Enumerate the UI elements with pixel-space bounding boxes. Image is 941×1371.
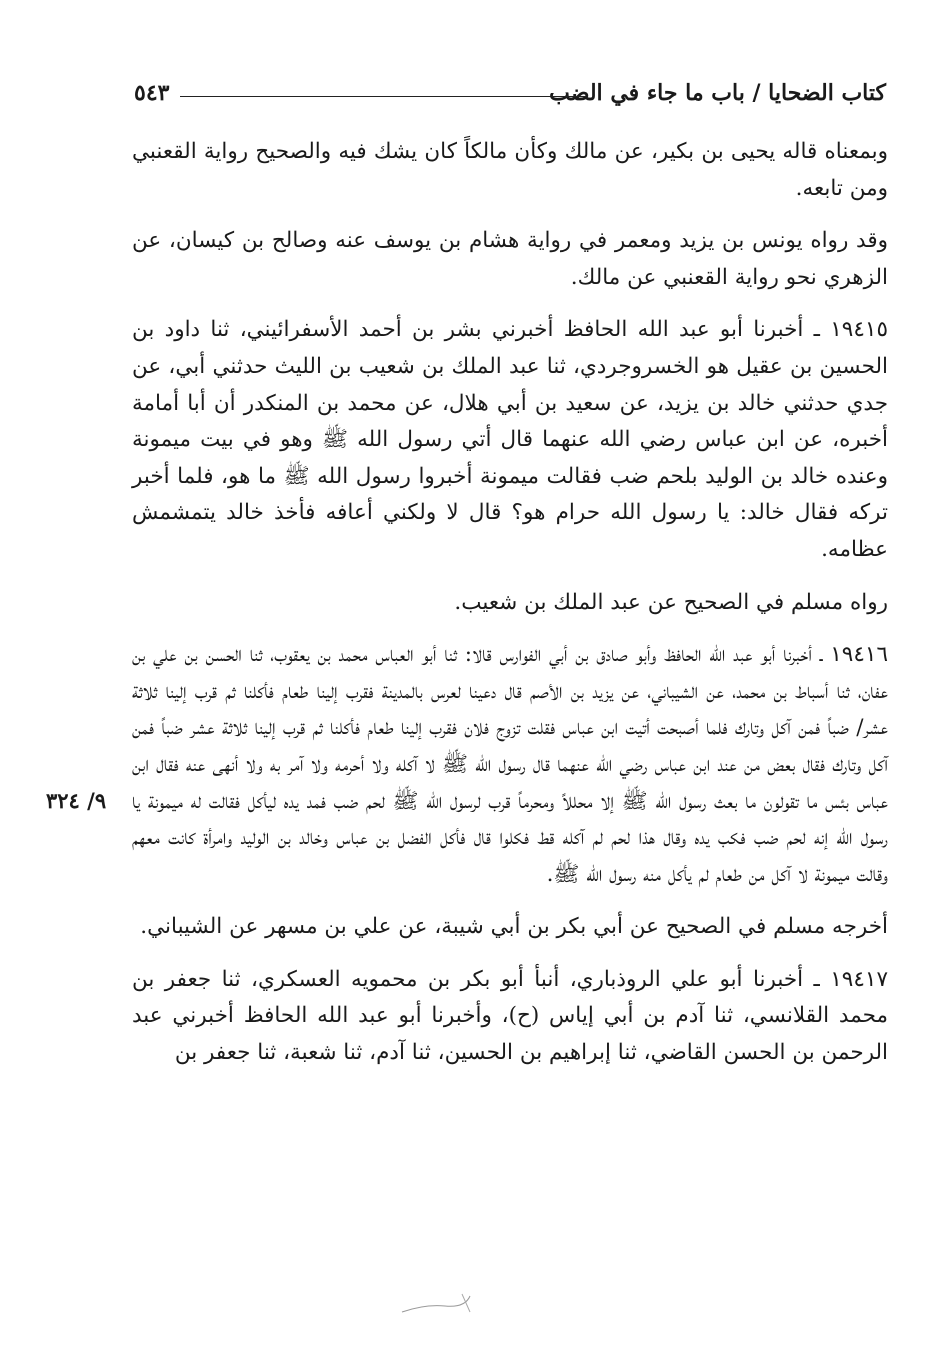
paragraph-2: وقد رواه يونس بن يزيد ومعمر في رواية هشام بن يوسف عنه وصالح بن كيسان، عن الزهري نحو رواية القعنبي عن مالك.	[132, 228, 888, 290]
chapter-title: كتاب الضحايا / باب ما جاء في الضب	[549, 80, 886, 106]
header-rule	[180, 96, 586, 97]
page-body	[132, 134, 888, 1088]
paragraph-1: وبمعناه قاله يحيى بن بكير، عن مالك وكأن مالكاً كان يشك فيه والصحيح رواية القعنبي ومن تابعه.	[132, 139, 888, 201]
margin-reference: ٩/ ٣٢٤	[46, 788, 107, 813]
pencil-mark	[400, 1290, 480, 1320]
paragraph-muslim-takhrij: أخرجه مسلم في الصحيح عن أبي بكر بن أبي شيبة، عن علي بن مسهر عن الشيباني.	[140, 914, 888, 940]
running-header	[130, 74, 886, 114]
hadith-19415: ١٩٤١٥ ـ أخبرنا أبو عبد الله الحافظ أخبرني بشر بن أحمد الأسفرائيني، ثنا داود بن الحسين بن عقيل هو الخسروجردي، ثنا عبد الملك بن شعيب بن الليث حدثني أبي، عن جدي حدثني خالد بن يزيد، عن سعيد بن أبي هلال، عن محمد بن المنكدر أن أبا أمامة أخبره، عن ابن عباس رضي الله عنهما قال أتي رسول الله ﷺ وهو في بيت ميمونة وعنده خالد بن الوليد بلحم ضب فقالت ميمونة أخبروا رسول الله ﷺ ما هو، فلما أخبر تركه فقال خالد: يا رسول الله حرام هو؟ قال لا ولكني أعافه فأخذ خالد يتمشمش عظامه.	[132, 317, 888, 562]
hadith-19416: ١٩٤١٦ ـ أخبرنا أبو عبد الله الحافظ وأبو صادق بن أبي الفوارس قالا: ثنا أبو العباس محمد بن يعقوب، ثنا الحسن بن علي بن عفان، ثنا أسباط بن محمد، عن الشيباني، عن يزيد بن الأصم قال دعينا لعرس بالمدينة فقرب إلينا طعام فأكلنا ثم قرب إلينا ثلاثة عشر/ ضباً فمن آكل وتارك فلما أصبحت أتيت ابن عباس فقلت تزوج فلان فقرب إلينا طعام فأكلنا ثم قرب إلينا ثلاثة عشر ضباً فمن آكل وتارك فقال بعض من عند ابن عباس رضي الله عنهما قال رسول الله ﷺ لا آكله ولا أحرمه ولا آمر به ولا أنهى عنه فقال ابن عباس بئس ما تقولون ما بعث رسول الله ﷺ إلا محللاً ومحرماً قرب لرسول الله ﷺ لحم ضب فمد يده ليأكل فقالت له ميمونة يا رسول الله إنه لحم ضب فكب يده وقال هذا لحم لم آكله قط فكلوا قال فأكل الفضل بن عباس وخالد بن الوليد وامرأة كانت معهم وقالت ميمونة لا آكل من طعام لم يأكل منه رسول الله ﷺ.	[132, 642, 888, 887]
page-number: ٥٤٣	[134, 80, 170, 106]
hadith-19417: ١٩٤١٧ ـ أخبرنا أبو علي الروذباري، أنبأ أبو بكر بن محمويه العسكري، ثنا جعفر بن محمد القلانسي، ثنا آدم بن أبي إياس (ح)، وأخبرنا أبو عبد الله الحافظ أخبرني عبد الرحمن بن الحسن القاضي، ثنا إبراهيم بن الحسين، ثنا آدم، ثنا شعبة، ثنا جعفر بن	[132, 966, 888, 1066]
paragraph-muslim-note: رواه مسلم في الصحيح عن عبد الملك بن شعيب.	[454, 589, 888, 615]
